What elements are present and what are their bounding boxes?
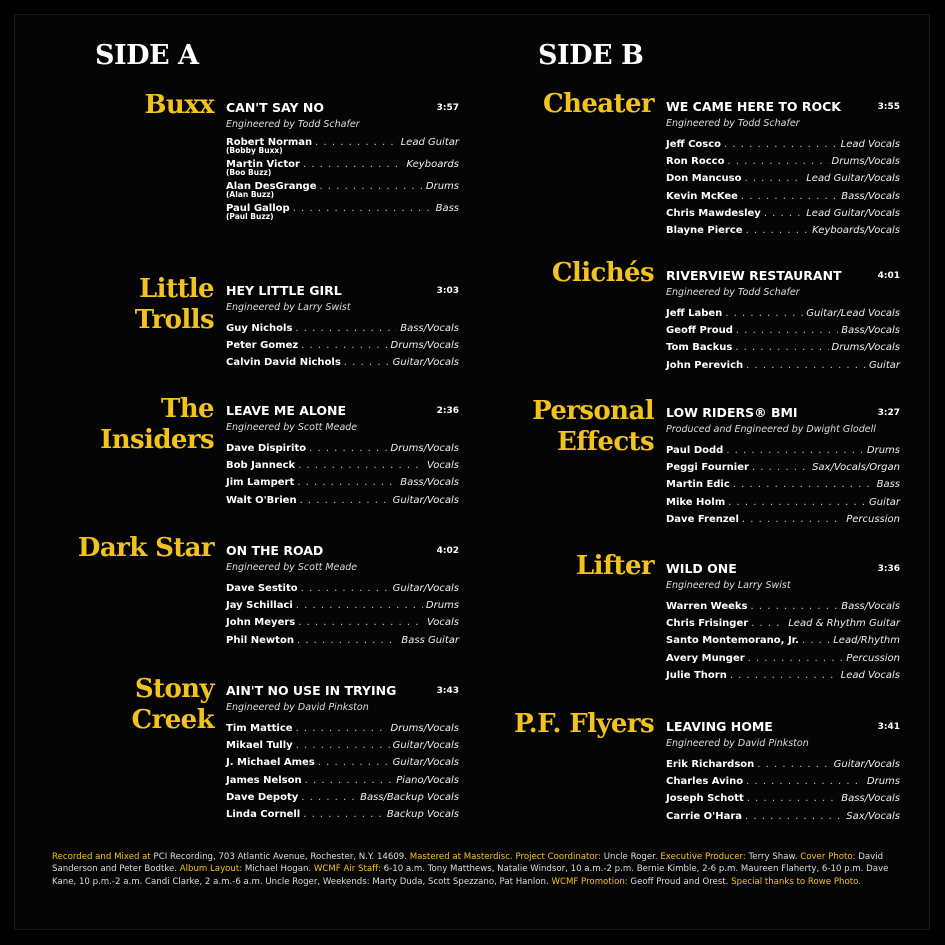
song-title: ON THE ROAD (226, 543, 324, 558)
member-row (226, 337, 459, 354)
song-duration: 2:36 (436, 406, 459, 416)
side-b-title: SIDE B (538, 40, 644, 71)
member-role: Bass/Vocals (400, 323, 459, 334)
song-header (666, 405, 900, 421)
dot-leader (301, 337, 387, 354)
member-role: Percussion (846, 513, 900, 525)
member-row (666, 188, 900, 205)
member-row (226, 320, 459, 337)
member-row (226, 580, 459, 597)
side-a-title: SIDE A (95, 40, 199, 71)
dot-leader (742, 511, 843, 528)
band-block (144, 90, 459, 225)
band-name-line: Personal (532, 396, 654, 426)
dot-leader (752, 459, 809, 476)
footer-label: Special thanks to Rowe Photo. (731, 876, 861, 887)
member-role: Bass/Vocals (841, 325, 900, 337)
song-duration: 3:27 (877, 408, 900, 418)
member-name: Alan DesGrange (226, 181, 317, 192)
song-header (666, 99, 900, 115)
member-row (666, 598, 900, 615)
song-header (226, 403, 459, 419)
dot-leader (746, 357, 866, 374)
dot-leader (309, 440, 387, 457)
dot-leader (741, 188, 838, 205)
dot-leader (764, 205, 803, 222)
song-title: AIN'T NO USE IN TRYING (226, 683, 397, 698)
dot-leader (748, 650, 844, 667)
member-name: Chris Mawdesley (666, 207, 761, 219)
member-role: Lead Vocals (840, 139, 900, 150)
member-role: Bass/Backup Vocals (360, 791, 459, 803)
member-name: Dave Sestito (226, 583, 298, 594)
dot-leader (724, 136, 838, 153)
song-header (226, 683, 459, 699)
member-row (666, 615, 900, 632)
band-name-line: Creek (131, 705, 214, 735)
band-block (514, 709, 900, 825)
member-role: Guitar/Vocals (392, 740, 459, 752)
song-header (226, 543, 459, 559)
band-name (78, 533, 214, 564)
dot-leader (303, 806, 384, 823)
band-block (131, 674, 459, 823)
member-role: Drums (866, 445, 900, 456)
band-name (543, 89, 654, 120)
footer-label: Mastered at Masterdisc. (409, 852, 513, 862)
dot-leader (320, 181, 423, 193)
member-role: Bass (435, 203, 459, 214)
band-block (100, 394, 459, 509)
member-name: Jeff Laben (666, 308, 723, 319)
member-name: Tim Mattice (226, 723, 293, 734)
dot-leader (751, 598, 839, 615)
member-row (226, 789, 459, 806)
member-name: Calvin David Nichols (226, 357, 341, 369)
song-duration: 4:02 (436, 546, 459, 556)
dot-leader (298, 614, 424, 631)
engineer-credit: Engineered by Todd Schafer (226, 119, 360, 130)
band-name (132, 674, 215, 736)
member-role: Backup Vocals (386, 809, 459, 821)
member-name: Peter Gomez (226, 340, 299, 352)
member-row (226, 354, 459, 371)
engineer-credit: Engineered by David Pinkston (666, 738, 809, 749)
song-header (226, 283, 459, 299)
band-name-line: Clichés (551, 258, 654, 288)
member-name: Erik Richardson (666, 759, 755, 770)
member-role: Keyboards (406, 159, 459, 170)
member-nickname: (Bobby Buxx) (226, 146, 283, 155)
member-role: Sax/Vocals/Organ (812, 462, 900, 474)
member-nickname: (Boo Buzz) (226, 168, 272, 177)
member-name: Julie Thorn (666, 669, 727, 681)
member-nickname: (Alan Buzz) (226, 190, 275, 199)
member-role: Guitar/Vocals (833, 759, 900, 770)
footer-label: WCMF Promotion: (551, 876, 628, 887)
member-role: Bass/Vocals (841, 601, 900, 612)
footer-label: Recorded and Mixed at (52, 852, 151, 862)
dot-leader (802, 632, 830, 649)
member-name: Chris Frisinger (666, 618, 749, 630)
member-row (666, 773, 900, 790)
member-name: Bob Janneck (226, 460, 296, 472)
dot-leader (747, 790, 838, 807)
dot-leader (736, 322, 838, 339)
member-role: Bass/Vocals (400, 477, 459, 489)
band-name-line: The (161, 394, 214, 424)
member-role: Piano/Vocals (396, 774, 459, 786)
member-name: Robert Norman (226, 137, 313, 148)
dot-leader (730, 667, 838, 684)
member-name: Paul Dodd (666, 445, 724, 456)
dot-leader (727, 153, 828, 170)
member-row (666, 222, 900, 239)
footer-text: Geoff Proud and Orest. (630, 876, 729, 887)
member-row (666, 808, 900, 825)
dot-leader (298, 457, 424, 474)
member-row (666, 136, 900, 153)
song-duration: 3:41 (877, 722, 900, 732)
song-title: RIVERVIEW RESTAURANT (666, 268, 842, 283)
member-row (226, 440, 459, 457)
song-header (666, 268, 900, 284)
member-name: Charles Avino (666, 776, 744, 788)
member-row (226, 806, 459, 823)
member-name: Geoff Proud (666, 325, 733, 337)
song-header (226, 100, 459, 116)
member-name: Tom Backus (666, 342, 733, 354)
member-name: Jim Lampert (226, 477, 295, 489)
member-name: Carrie O'Hara (666, 810, 743, 822)
band-block (134, 274, 459, 372)
member-role: Bass/Vocals (841, 793, 900, 805)
member-role: Drums (425, 181, 459, 192)
member-name: Jeff Cosco (666, 139, 722, 150)
band-name-line: P.F. Flyers (514, 709, 654, 739)
dot-leader (344, 354, 390, 371)
member-row (666, 667, 900, 684)
member-row (666, 494, 900, 511)
band-name (135, 274, 214, 336)
band-name (145, 90, 214, 121)
dot-leader (726, 442, 864, 459)
member-name: Mike Holm (666, 496, 726, 508)
dot-leader (744, 170, 803, 187)
member-role: Lead/Rhythm (833, 635, 900, 647)
engineer-credit: Engineered by Scott Meade (226, 422, 358, 433)
band-name-line: Insiders (100, 425, 214, 455)
dot-leader (733, 476, 874, 493)
footer-text: 6-10 a.m. Tony Matthews, Natalie Windsor, 10 a.m.-2 p.m. Bernie Kimble, 2-6 p.m. Maureen Flaherty, 6-10 p.m. Dave Kane, 10 p.m.-2 a.m. Candi Clarke, 2 a.m.-6 a.m. Uncle Roger, Weekends: Marty Duda, Scott Spezzano, Pat Hanlon. (52, 864, 889, 887)
song-duration: 3:43 (436, 686, 459, 696)
song-header (666, 561, 900, 577)
member-role: Guitar (868, 496, 900, 508)
footer-text: Uncle Roger. (603, 852, 658, 862)
member-row (226, 492, 459, 509)
member-name: Martin Edic (666, 479, 730, 491)
member-name: Dave Depoty (226, 791, 299, 803)
band-name-line: Cheater (542, 89, 654, 119)
song-duration: 3:03 (436, 286, 459, 296)
dot-leader (297, 474, 397, 491)
song-title: LEAVE ME ALONE (226, 403, 347, 418)
engineer-credit: Engineered by Scott Meade (226, 562, 358, 573)
band-block (542, 89, 900, 239)
dot-leader (295, 320, 397, 337)
member-name: Dave Frenzel (666, 513, 739, 525)
dot-leader (746, 773, 864, 790)
band-name-line: Lifter (576, 551, 654, 581)
band-block (77, 533, 459, 649)
member-role: Lead Guitar/Vocals (806, 207, 900, 219)
member-row (226, 457, 459, 474)
member-row (666, 442, 900, 459)
member-name: Avery Munger (666, 652, 745, 664)
member-row (226, 754, 459, 771)
member-name: J. Michael Ames (226, 757, 315, 769)
member-role: Bass (876, 479, 900, 491)
member-row (666, 790, 900, 807)
song-title: CAN'T SAY NO (226, 100, 324, 115)
member-role: Vocals (427, 460, 459, 472)
member-role: Drums (425, 600, 459, 612)
member-row (226, 632, 459, 649)
member-name: Walt O'Brien (226, 494, 297, 506)
member-role: Drums/Vocals (390, 723, 459, 734)
member-row (226, 720, 459, 737)
member-role: Drums/Vocals (390, 340, 459, 352)
member-row (666, 511, 900, 528)
member-role: Lead & Rhythm Guitar (788, 618, 900, 630)
member-row (666, 459, 900, 476)
band-name-line: Trolls (134, 305, 214, 335)
member-role: Bass/Vocals (841, 190, 900, 202)
footer-text: Michael Hogan. (244, 864, 312, 875)
member-name: John Meyers (226, 617, 296, 629)
member-row (666, 632, 900, 649)
member-role: Drums/Vocals (831, 156, 900, 168)
member-row (666, 153, 900, 170)
member-role: Guitar (868, 359, 900, 371)
footer-label: WCMF Air Staff: (313, 864, 381, 875)
footer-text: Terry Shaw. (748, 852, 798, 862)
member-name: Joseph Schott (666, 793, 744, 805)
song-title: LOW RIDERS® BMI (666, 405, 798, 420)
song-duration: 3:57 (436, 103, 459, 113)
dot-leader (315, 137, 397, 149)
member-role: Vocals (427, 617, 459, 629)
member-row (666, 322, 900, 339)
member-name: Guy Nichols (226, 323, 293, 334)
song-title: LEAVING HOME (666, 719, 773, 734)
member-role: Lead Guitar/Vocals (806, 173, 900, 185)
member-role: Guitar/Vocals (392, 494, 459, 506)
band-name-line: Effects (556, 427, 654, 457)
member-row (226, 597, 459, 614)
member-row (666, 170, 900, 187)
member-role: Drums (866, 776, 900, 788)
member-name: Kevin McKee (666, 190, 738, 202)
dot-leader (751, 615, 785, 632)
member-role: Guitar/Vocals (392, 583, 459, 594)
engineer-credit: Engineered by Larry Swist (666, 580, 791, 591)
band-name (532, 396, 654, 458)
member-name: Mikael Tully (226, 740, 293, 752)
song-duration: 3:55 (877, 102, 900, 112)
member-role: Bass Guitar (401, 634, 459, 646)
dot-leader (303, 159, 404, 171)
footer-text: PCI Recording, 703 Atlantic Avenue, Rochester, N.Y. 14609. (153, 852, 408, 862)
song-header (666, 719, 900, 735)
song-title: WE CAME HERE TO ROCK (666, 99, 841, 114)
band-name-line: Buxx (144, 90, 214, 120)
member-role: Drums/Vocals (390, 443, 459, 454)
dot-leader (297, 632, 398, 649)
dot-leader (757, 756, 830, 773)
member-row (666, 205, 900, 222)
song-duration: 4:01 (877, 271, 900, 281)
song-title: HEY LITTLE GIRL (226, 283, 342, 298)
member-name: Don Mancuso (666, 173, 742, 185)
dot-leader (293, 203, 433, 215)
member-row (666, 339, 900, 356)
engineer-credit: Engineered by David Pinkston (226, 702, 369, 713)
dot-leader (296, 720, 388, 737)
member-role: Guitar/Vocals (392, 757, 459, 769)
member-role: Lead Guitar (400, 137, 459, 148)
band-name (514, 709, 654, 740)
member-role: Drums/Vocals (831, 342, 900, 354)
member-role: Guitar/Vocals (392, 357, 459, 369)
member-name: Martin Victor (226, 159, 300, 170)
band-block (551, 258, 900, 374)
member-role: Sax/Vocals (846, 810, 900, 822)
band-name-line: Little (139, 274, 214, 304)
dot-leader (300, 492, 390, 509)
footer-label: Cover Photo: (800, 852, 856, 862)
footer-label: Album Layout: (179, 864, 243, 875)
band-name (552, 258, 654, 289)
member-name: Santo Montemorano, Jr. (666, 635, 799, 647)
dot-leader (746, 222, 810, 239)
song-title: WILD ONE (666, 561, 737, 576)
member-row (226, 737, 459, 754)
member-name: Paul Gallop (226, 203, 290, 214)
member-name: John Perevich (666, 359, 744, 371)
member-row (666, 756, 900, 773)
member-name: Ron Rocco (666, 156, 725, 168)
band-name (100, 394, 214, 456)
song-duration: 3:36 (877, 564, 900, 574)
member-name: Phil Newton (226, 634, 294, 646)
member-row (226, 772, 459, 789)
member-name: Linda Cornell (226, 809, 301, 821)
band-name-line: Dark Star (77, 533, 214, 563)
band-name (576, 551, 654, 582)
band-block (532, 396, 900, 528)
credits-footer (52, 851, 910, 888)
dot-leader (296, 597, 423, 614)
dot-leader (728, 494, 866, 511)
member-row (226, 474, 459, 491)
dot-leader (305, 772, 394, 789)
member-role: Percussion (846, 652, 900, 664)
member-row (666, 305, 900, 322)
dot-leader (735, 339, 828, 356)
dot-leader (745, 808, 843, 825)
engineer-credit: Engineered by Larry Swist (226, 302, 351, 313)
member-name: Jay Schillaci (226, 600, 293, 612)
member-row (666, 476, 900, 493)
member-nickname: (Paul Buzz) (226, 212, 274, 221)
dot-leader (296, 737, 390, 754)
member-role: Keyboards/Vocals (812, 225, 900, 237)
member-role: Guitar/Lead Vocals (806, 308, 900, 319)
dot-leader (301, 580, 390, 597)
member-role: Lead Vocals (840, 669, 900, 681)
band-block (576, 551, 900, 684)
member-row (666, 650, 900, 667)
member-name: Dave Dispirito (226, 443, 307, 454)
dot-leader (318, 754, 390, 771)
member-row (226, 614, 459, 631)
engineer-credit: Produced and Engineered by Dwight Glodell (666, 424, 876, 435)
footer-text: David Sanderson and Peter Bodtke. (52, 852, 884, 875)
dot-leader (725, 305, 803, 322)
member-name: Peggi Fournier (666, 462, 749, 474)
member-name: Warren Weeks (666, 601, 748, 612)
member-row (666, 357, 900, 374)
engineer-credit: Engineered by Todd Schafer (666, 118, 800, 129)
member-name: Blayne Pierce (666, 225, 743, 237)
dot-leader (301, 789, 357, 806)
member-name: James Nelson (226, 774, 302, 786)
footer-label: Executive Producer: (660, 852, 746, 862)
engineer-credit: Engineered by Todd Schafer (666, 287, 800, 298)
band-name-line: Stony (134, 674, 214, 704)
footer-label: Project Coordinator: (515, 852, 601, 862)
